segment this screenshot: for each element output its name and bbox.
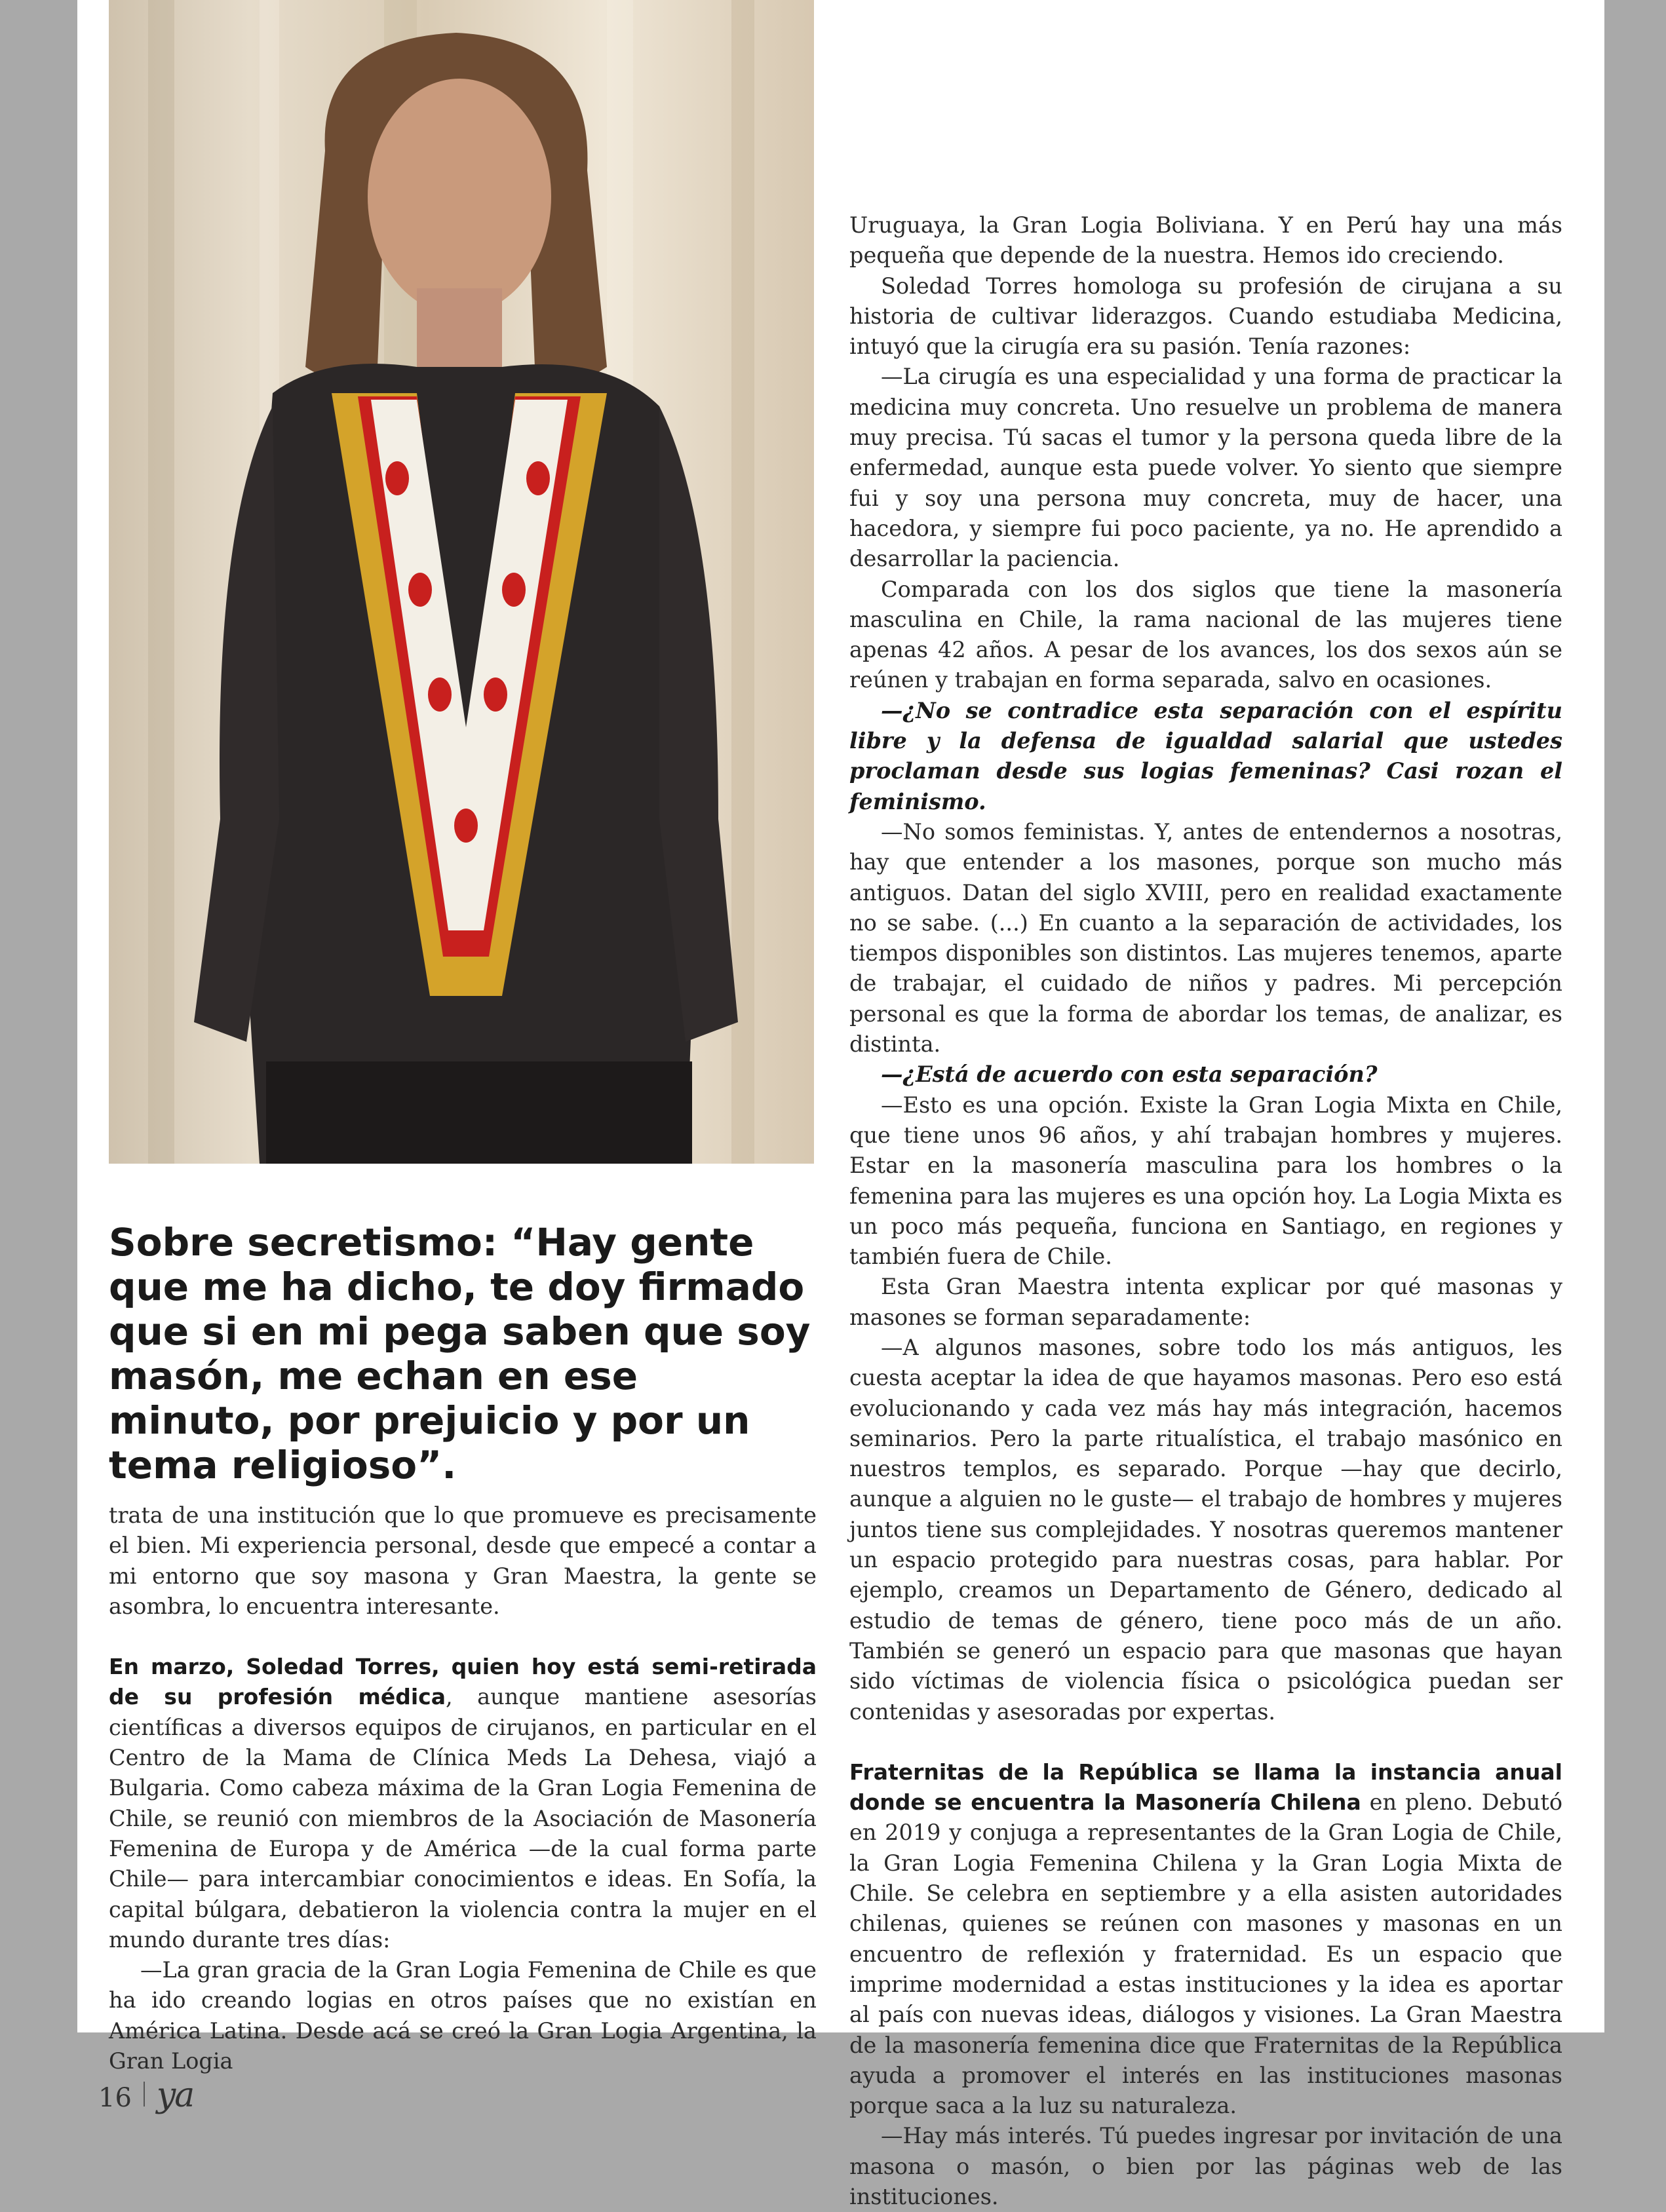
paragraph: Esta Gran Maestra intenta explicar por qué masonas y masones se forman separadamente: xyxy=(849,1274,1562,1330)
left-text-column xyxy=(109,1500,817,2076)
page-number: 16 xyxy=(98,2083,132,2113)
paragraph: Comparada con los dos siglos que tiene la masonería masculina en Chile, la rama nacional de las mujeres tiene apenas 42 años. A pesar de los avances, los dos sexos aún se reúnen y trabajan en forma separada, salvo en ocasiones. xyxy=(849,576,1562,693)
interview-question: —¿No se contradice esta separación con el espíritu libre y la defensa de igualdad salarial que ustedes proclaman desde sus logias femeninas? Casi rozan el feminismo. xyxy=(849,697,1562,814)
paragraph-text: en pleno. Debutó en 2019 y conjuga a representantes de la Gran Logia de Chile, la Gran Logia Femenina Chilena y la Gran Logia Mixta de Chile. Se celebra en septiembre y a ella asisten autoridades chilenas, quienes se reúnen con masones y masonas en un encuentro de reflexión y fraternidad. Es un espacio que imprime modernidad a estas instituciones y la idea es aportar al país con nuevas ideas, diálogos y visiones. La Gran Maestra de la masonería femenina dice que Fraternitas de la República ayuda a promover el interés en las instituciones masonas porque saca a la luz su naturaleza. xyxy=(849,1789,1562,2119)
lead-in-text: En marzo, Soledad Torres, quien hoy está semi-retirada de su profesión médica xyxy=(109,1654,817,1710)
lead-in-text: Fraternitas de la República se llama la instancia anual donde se encuentra la Masonería Chilena xyxy=(849,1759,1562,1816)
paragraph: trata de una institución que lo que promueve es precisamente el bien. Mi experiencia personal, desde que empecé a contar a mi entorno que soy masona y Gran Maestra, la gente se asombra, lo encuentra interesante. xyxy=(109,1502,817,1619)
paragraph: —La cirugía es una especialidad y una forma de practicar la medicina muy concreta. Uno resuelve un problema de manera muy precisa. Tú sacas el tumor y la persona queda libre de la enfermedad, aunque esta puede volver. Yo siento que siempre fui y soy una persona muy concreta, muy de hacer, una hacedora, y siempre fui poco paciente, ya no. He aprendido a desarrollar la paciencia. xyxy=(849,364,1562,572)
page-footer xyxy=(98,2076,193,2115)
right-text-column xyxy=(849,210,1562,2212)
paragraph: —Hay más interés. Tú puedes ingresar por invitación de una masona o masón, o bien por las páginas web de las instituciones. xyxy=(849,2123,1562,2209)
paragraph: —A algunos masones, sobre todo los más antiguos, les cuesta aceptar la idea de que hayamos masonas. Pero eso está evolucionando y cada vez más hay más integración, hacemos seminarios. Pero la parte ritualística, el trabajo masónico en nuestros templos, es separado. Porque —hay que decirlo, aunque a alguien no le guste— el trabajo de hombres y mujeres juntos tiene sus complejidades. Y nosotras queremos mantener un espacio protegido para nuestras cosas, para hablar. Por ejemplo, creamos un Departamento de Género, dedicado al estudio de temas de género, tiene poco más de un año. También se generó un espacio para que masonas que hayan sido víctimas de violencia física o psicológica puedan ser contenidas y asesoradas por expertas. xyxy=(849,1334,1562,1725)
pull-quote: Sobre secretismo: “Hay gente que me ha dicho, te doy firmado que si en mi pega saben que soy masón, me echan en ese minuto, por prejuicio y por un tema religioso”. xyxy=(109,1220,811,1487)
paragraph: Uruguaya, la Gran Logia Boliviana. Y en Perú hay una más pequeña que depende de la nuestra. Hemos ido creciendo. xyxy=(849,212,1562,269)
paragraph xyxy=(109,1652,817,1955)
paragraph: Soledad Torres homologa su profesión de cirujana a su historia de cultivar liderazgos. Cuando estudiaba Medicina, intuyó que la cirugía era su pasión. Tenía razones: xyxy=(849,273,1562,360)
portrait-illustration xyxy=(109,0,814,1164)
paragraph: —Esto es una opción. Existe la Gran Logia Mixta en Chile, que tiene unos 96 años, y ahí trabajan hombres y mujeres. Estar en la masonería masculina para los hombres o la femenina para las mujeres es una opción hoy. La Logia Mixta es un poco más pequeña, funciona en Santiago, en regiones y también fuera de Chile. xyxy=(849,1092,1562,1270)
paragraph: —La gran gracia de la Gran Logia Femenina de Chile es que ha ido creando logias en otros países que no existían en América Latina. Desde acá se creó la Gran Logia Argentina, la Gran Logia xyxy=(109,1957,817,2074)
portrait-photo xyxy=(109,0,814,1164)
footer-divider xyxy=(144,2082,145,2107)
brand-logo: ya xyxy=(156,2076,194,2115)
paragraph xyxy=(849,1757,1562,2122)
interview-question: —¿Está de acuerdo con esta separación? xyxy=(881,1061,1378,1088)
paragraph: —No somos feministas. Y, antes de entendernos a nosotras, hay que entender a los masones, porque son mucho más antiguos. Datan del siglo XVIII, pero en realidad exactamente no se sabe. (...) En cuanto a la separación de actividades, los tiempos disponibles son distintos. Las mujeres tenemos, aparte de trabajar, el cuidado de niños y padres. Mi percepción personal es que la forma de abordar los temas, de analizar, es distinta. xyxy=(849,818,1562,1058)
paragraph-text: , aunque mantiene asesorías científicas a diversos equipos de cirujanos, en particular en el Centro de la Mama de Clínica Meds La Dehesa, viajó a Bulgaria. Como cabeza máxima de la Gran Logia Femenina de Chile, se reunió con miembros de la Asociación de Masonería Femenina de Europa y de América —de la cual forma parte Chile— para intercambiar conocimientos e ideas. En Sofía, la capital búlgara, debatieron la violencia contra la mujer en el mundo durante tres días: xyxy=(109,1684,817,1953)
